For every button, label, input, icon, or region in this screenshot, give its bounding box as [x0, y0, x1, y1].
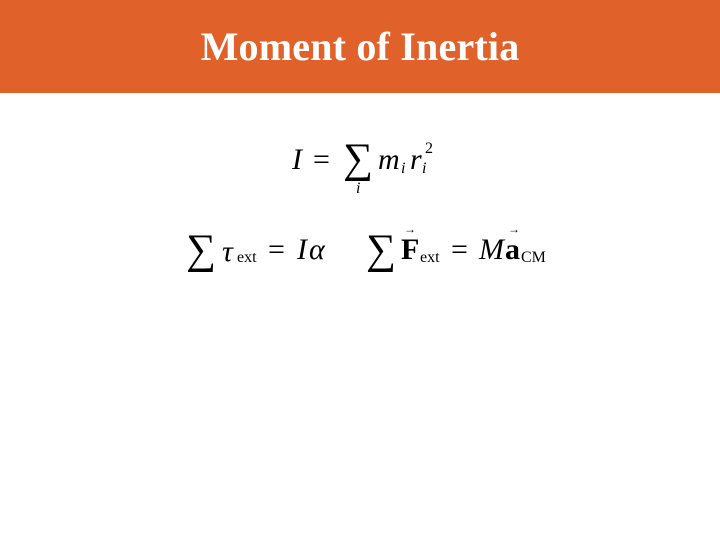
eq3-force-sub: ext: [420, 249, 440, 266]
eq2-rhs-alpha: α: [309, 233, 325, 266]
title-bar: [0, 0, 720, 93]
eq1-equals: =: [313, 143, 330, 176]
eq3-equals: =: [451, 233, 468, 266]
eq1-mass-sub: i: [401, 160, 406, 177]
slide-title: Moment of Inertia: [200, 24, 520, 69]
eq1-sum-symbol: ∑: [343, 136, 373, 182]
eq1-sum-index: i: [356, 180, 361, 197]
eq1-mass-var: m: [378, 143, 400, 176]
eq3-sum-symbol: ∑: [366, 227, 396, 273]
eq3-accel-var: a: [505, 233, 520, 266]
eq2-torque-var: τ: [222, 235, 233, 268]
eq1-radius-var: r: [410, 143, 422, 176]
eq2-torque-sub: ext: [237, 249, 257, 266]
eq1-radius-sub: i: [422, 160, 427, 177]
eq3-force-vector-arrow-icon: →: [404, 222, 416, 236]
eq2-sum-symbol: ∑: [186, 227, 216, 273]
eq3-force-var: F: [401, 233, 420, 266]
eq2-rhs-I: I: [297, 233, 307, 266]
eq2-equals: =: [268, 233, 285, 266]
eq3-accel-vector-arrow-icon: →: [508, 222, 520, 236]
eq1-radius-exp: 2: [425, 140, 433, 157]
eq3-mass-var: M: [479, 233, 504, 266]
eq3-accel-sub: CM: [521, 249, 546, 266]
eq1-lhs-I: I: [292, 143, 302, 176]
